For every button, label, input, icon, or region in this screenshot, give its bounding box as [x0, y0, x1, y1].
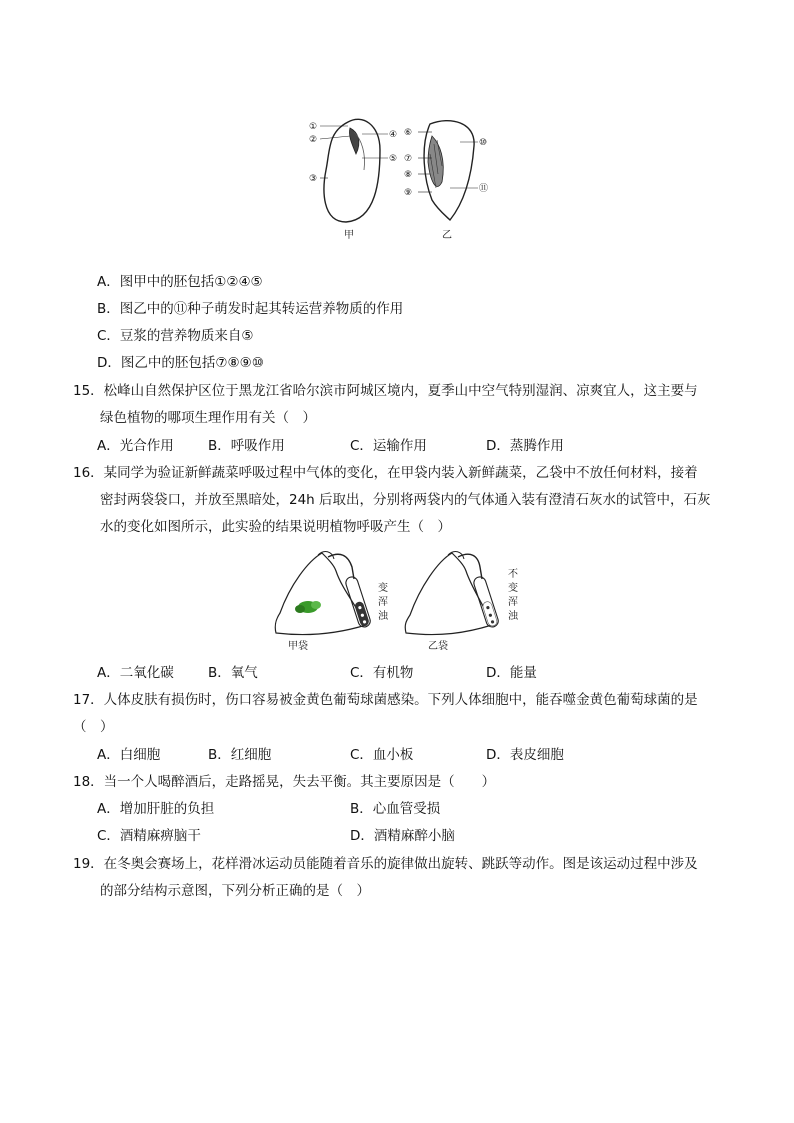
seed-figure — [300, 110, 500, 245]
bag-yi-label: 乙袋 — [428, 641, 448, 652]
q17-option-b[interactable]: B．红细胞 — [208, 747, 272, 763]
q16-option-c[interactable]: C．有机物 — [350, 665, 414, 681]
q15-option-d[interactable]: D．蒸腾作用 — [486, 438, 564, 454]
bag-jia-label: 甲袋 — [288, 641, 308, 652]
q18-option-c[interactable]: C．酒精麻痹脑干 — [97, 828, 201, 844]
q19-stem-line1: 19．在冬奥会赛场上，花样滑冰运动员能随着音乐的旋律做出旋转、跳跃等动作。图是该运动过程中涉及 — [73, 856, 698, 872]
marker-2: ② — [309, 135, 318, 145]
tube-jia-text-2: 浑 — [378, 597, 388, 608]
q17-option-c[interactable]: C．血小板 — [350, 747, 414, 763]
marker-5: ⑤ — [389, 154, 398, 164]
marker-9: ⑨ — [404, 188, 413, 198]
q18-option-a[interactable]: A．增加肝脏的负担 — [97, 801, 215, 817]
q15-stem-line1: 15．松峰山自然保护区位于黑龙江省哈尔滨市阿城区境内，夏季山中空气特别湿润、凉爽宜人，这主要与 — [73, 383, 698, 399]
q18-stem-line1: 18．当一个人喝醉酒后，走路摇晃，失去平衡。其主要原因是（ ） — [73, 774, 496, 790]
q14-option-d[interactable]: D．图乙中的胚包括⑦⑧⑨⑩ — [97, 355, 264, 371]
marker-4: ④ — [389, 130, 398, 140]
q19-stem-line2: 的部分结构示意图，下列分析正确的是（ ） — [100, 883, 370, 899]
q16-option-d[interactable]: D．能量 — [486, 665, 537, 681]
tube-yi-text-4: 浊 — [508, 611, 518, 622]
tube-yi-text-3: 浑 — [508, 597, 518, 608]
marker-11: ⑪ — [479, 184, 489, 194]
q18-option-d[interactable]: D．酒精麻醉小脑 — [350, 828, 455, 844]
q16-stem-line3: 水的变化如图所示，此实验的结果说明植物呼吸产生（ ） — [100, 519, 451, 535]
bag-experiment-figure — [270, 545, 530, 655]
q17-option-a[interactable]: A．白细胞 — [97, 747, 161, 763]
marker-10: ⑩ — [479, 138, 488, 148]
q16-option-b[interactable]: B．氧气 — [208, 665, 258, 681]
q15-stem-line2: 绿色植物的哪项生理作用有关（ ） — [100, 410, 316, 426]
marker-3: ③ — [309, 174, 318, 184]
q16-stem-line1: 16．某同学为验证新鲜蔬菜呼吸过程中气体的变化，在甲袋内装入新鲜蔬菜，乙袋中不放任何材料，接着 — [73, 465, 698, 481]
q15-option-c[interactable]: C．运输作用 — [350, 438, 427, 454]
tube-yi-text-2: 变 — [508, 583, 518, 594]
marker-7: ⑦ — [404, 154, 413, 164]
tube-jia-text-3: 浊 — [378, 611, 388, 622]
bag-jia — [275, 553, 366, 635]
q18-option-b[interactable]: B．心血管受损 — [350, 801, 441, 817]
label-jia: 甲 — [344, 230, 354, 241]
q14-option-b[interactable]: B．图乙中的⑪种子萌发时起其转运营养物质的作用 — [97, 301, 404, 317]
q16-option-a[interactable]: A．二氧化碳 — [97, 665, 174, 681]
q17-stem-line1: 17．人体皮肤有损伤时，伤口容易被金黄色葡萄球菌感染。下列人体细胞中，能吞噬金黄色葡萄球菌的是 — [73, 692, 698, 708]
q14-option-a[interactable]: A．图甲中的胚包括①②④⑤ — [97, 274, 263, 290]
marker-6: ⑥ — [404, 128, 413, 138]
q16-stem-line2: 密封两袋袋口，并放至黑暗处，24h 后取出，分别将两袋内的气体通入装有澄清石灰水的试管中，石灰 — [100, 492, 711, 508]
tube-yi-text-1: 不 — [508, 569, 518, 580]
q17-option-d[interactable]: D．表皮细胞 — [486, 747, 564, 763]
marker-1: ① — [309, 122, 318, 132]
test-tube-jia — [344, 575, 371, 628]
q15-option-b[interactable]: B．呼吸作用 — [208, 438, 285, 454]
q15-option-a[interactable]: A．光合作用 — [97, 438, 174, 454]
tube-jia-text-1: 变 — [378, 583, 388, 594]
q17-stem-line2: （ ） — [73, 719, 114, 735]
test-tube-yi — [472, 575, 499, 628]
marker-8: ⑧ — [404, 170, 413, 180]
q14-option-c[interactable]: C．豆浆的营养物质来自⑤ — [97, 328, 254, 344]
vegetable-icon — [295, 601, 321, 613]
label-yi: 乙 — [442, 230, 452, 241]
